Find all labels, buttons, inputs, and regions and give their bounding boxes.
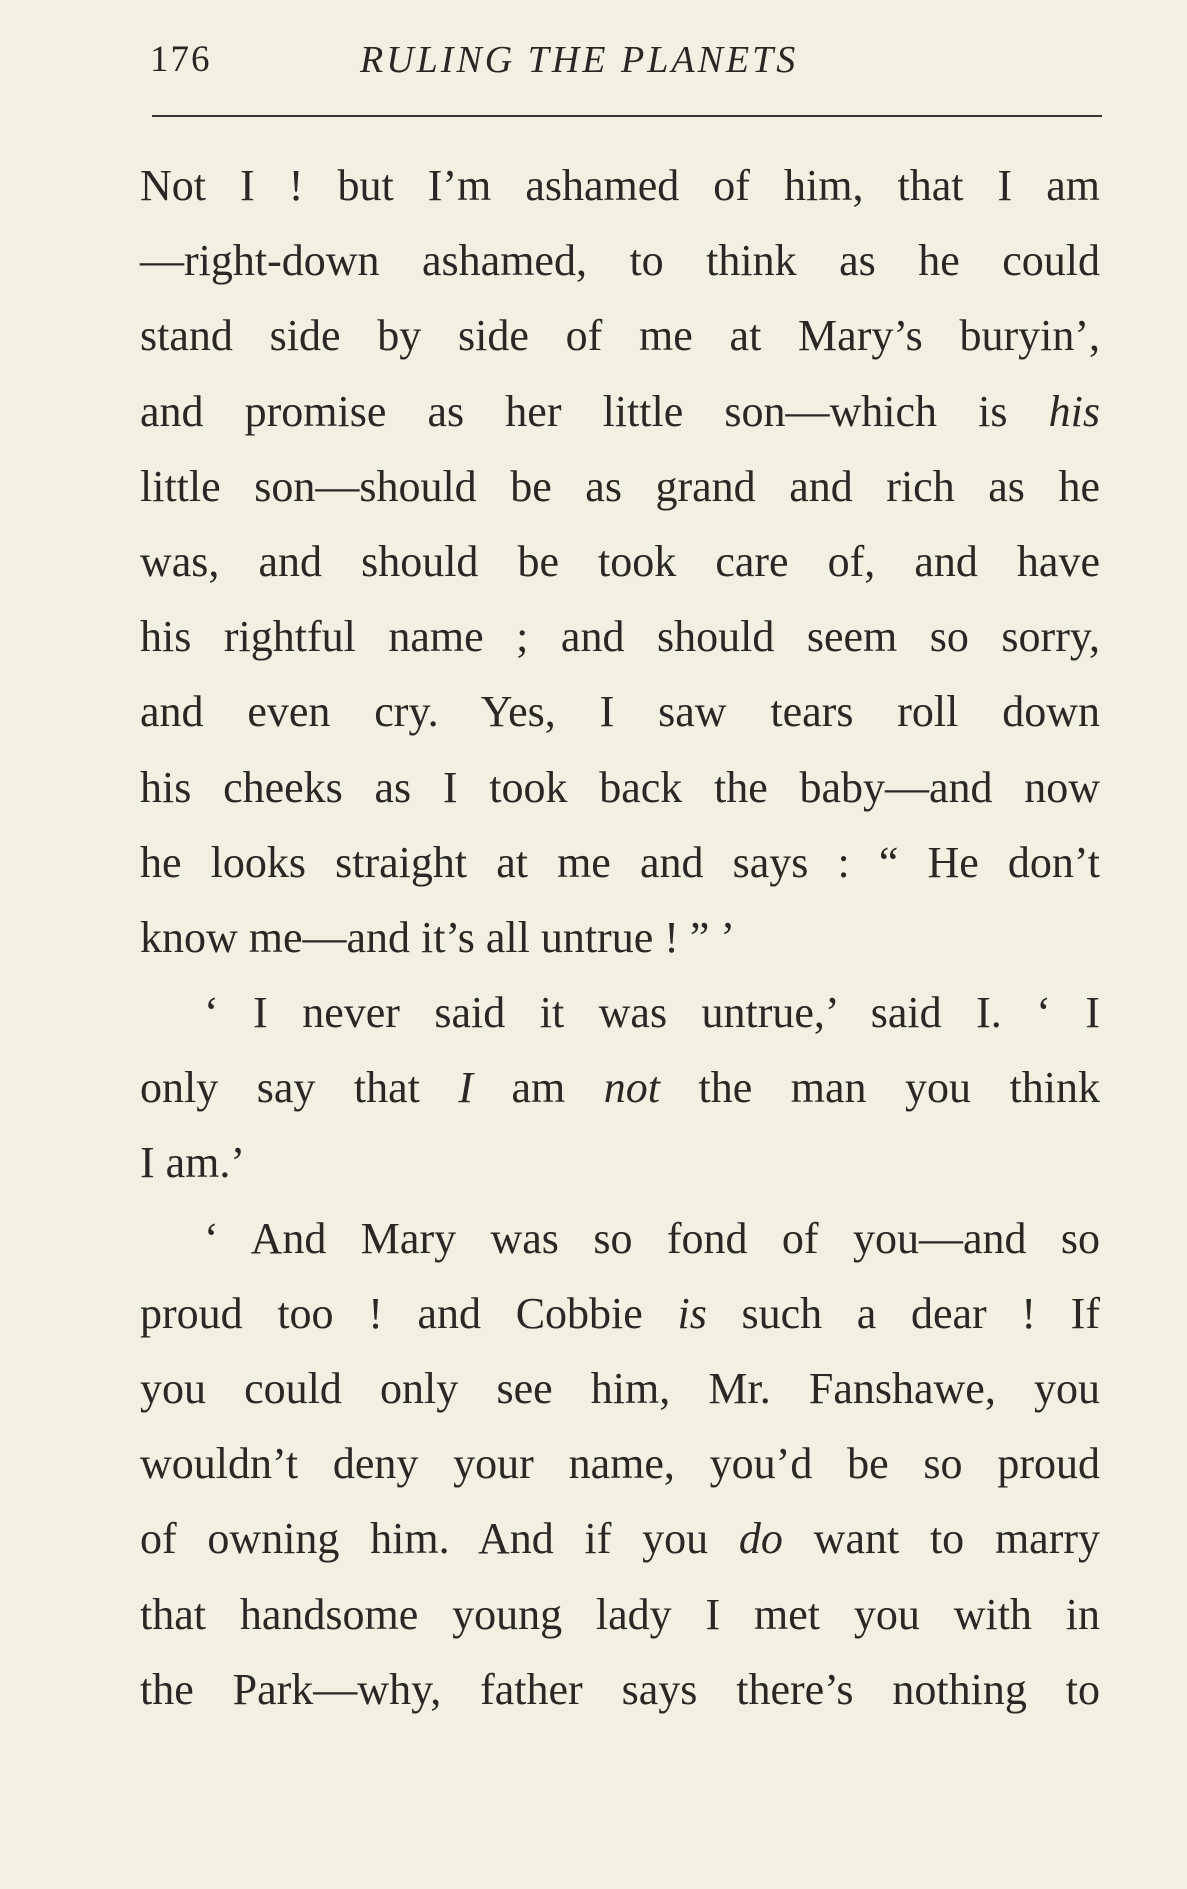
text-segment: you could only see him, Mr. Fanshawe, you [140,1364,1100,1413]
text-line [140,975,1100,1050]
text-segment: his rightful name ; and should seem so sorry, [140,612,1100,662]
text-segment: such a dear ! If [706,1288,1100,1338]
text-line [140,1501,1100,1576]
text-segment: of owning him. And if you [140,1514,739,1564]
text-segment: wouldn’t deny your name, you’d be so proud [140,1439,1100,1489]
text-segment: know me—and it’s all untrue ! ” ’ [140,912,736,962]
text-line [140,1652,1100,1727]
text-segment: ‘ I never said it was untrue,’ said I. ‘ I [204,988,1100,1038]
page-number: 176 [150,39,212,80]
text-line [140,1276,1100,1351]
italic-text: I [458,1063,474,1113]
italic-text: not [603,1063,661,1113]
text-line [140,449,1100,524]
text-line [140,750,1100,825]
italic-text: his [1048,386,1100,436]
running-head [150,38,1100,88]
text-segment: the Park—why, father says there’s nothing to [140,1664,1100,1714]
text-segment: proud too ! and Cobbie [140,1288,678,1338]
text-segment: Not I ! but I’m ashamed of him, that I am [140,161,1100,210]
text-segment: I am.’ [140,1138,246,1188]
text-line [140,524,1100,599]
text-segment: ‘ And Mary was so fond of you—and so [204,1213,1100,1263]
text-segment: little son—should be as grand and rich as he [140,461,1100,511]
text-line [140,1201,1100,1276]
italic-text: do [738,1514,783,1564]
text-segment: that handsome young lady I met you with in [140,1589,1100,1639]
text-segment: he looks straight at me and says : “ He don’t [140,837,1100,887]
text-line [140,223,1100,298]
text-segment: the man you think [660,1063,1100,1113]
text-line [140,298,1100,373]
header-rule [152,115,1102,117]
text-segment: —right-down ashamed, to think as he could [140,236,1100,286]
text-line [140,674,1100,749]
text-line [140,1351,1100,1426]
text-line [140,900,1100,975]
running-title: RULING THE PLANETS [360,39,799,81]
italic-text: is [677,1288,707,1338]
text-segment: his cheeks as I took back the baby—and now [140,762,1100,812]
text-line [140,599,1100,674]
text-segment: and promise as her little son—which is [140,386,1049,436]
text-segment: am [473,1063,604,1113]
text-line [140,1577,1100,1652]
text-line [140,1426,1100,1501]
text-line [140,825,1100,900]
text-line [140,374,1100,449]
text-segment: was, and should be took care of, and have [140,536,1100,586]
text-line [140,1125,1100,1200]
text-line [140,1050,1100,1125]
text-segment: and even cry. Yes, I saw tears roll down [140,687,1100,737]
body-text [140,148,1100,1727]
text-segment: stand side by side of me at Mary’s buryin’, [140,311,1100,361]
text-line [140,148,1100,223]
text-segment: only say that [140,1063,459,1113]
text-segment: want to marry [782,1514,1101,1564]
